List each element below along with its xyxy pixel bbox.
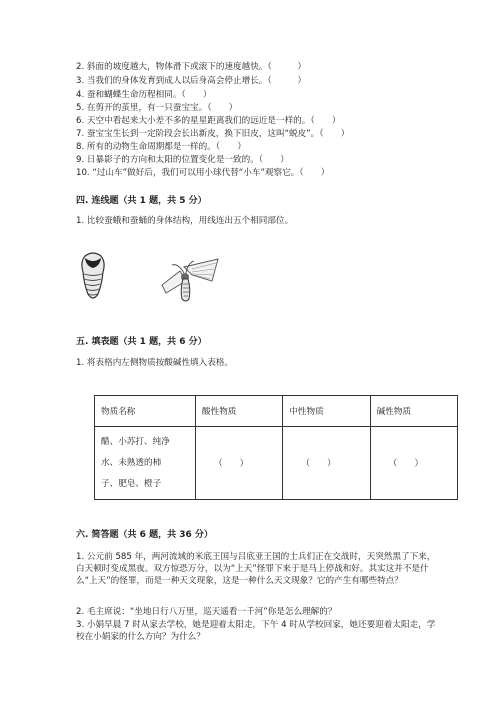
section-4-title: 四. 连线题（共 1 题，共 5 分） (76, 196, 207, 206)
acidity-table (94, 395, 458, 500)
section-4-question-1: 1. 比较蚕蛾和蚕蛹的身体结构，用线连出五个相同部位。 (76, 216, 294, 226)
table-header-cell: 碱性物质 (370, 396, 457, 427)
judgement-item-3: 3. 当我们的身体发育到成人以后身高会停止增长。（ ） (76, 76, 307, 86)
judgement-item-2: 2. 斜面的坡度越大，物体滑下或滚下的速度越快。（ ） (76, 62, 307, 72)
silkworm-moth-figure (158, 255, 222, 303)
section-6-question-3: 3. 小娟早晨 7 时从家去学校，她是迎着太阳走，下午 4 时从学校回家，她还要迎着太阳走，学校在小娟家的什么方向？为什么？ (76, 620, 436, 642)
silkworm-pupa-figure (76, 250, 110, 304)
section-6-title: 六. 简答题（共 6 题，共 36 分） (76, 530, 213, 540)
judgement-item-7: 7. 蚕宝宝生长到一定阶段会长出新皮，换下旧皮，这叫“蜕皮”。（ ） (76, 129, 350, 139)
judgement-item-10: 10. “过山车”做好后，我们可以用小球代替“小车”观察它。（ ） (76, 168, 330, 178)
substance-names-cell (95, 427, 196, 500)
section-6-question-2: 2. 毛主席说：“坐地日行八万里，巡天遥看一千河”你是怎么理解的？ (76, 607, 337, 617)
judgement-item-5: 5. 在剪开的茧里，有一只蚕宝宝。（ ） (76, 103, 238, 113)
section-5-title: 五. 填表题（共 1 题，共 6 分） (76, 337, 207, 347)
table-header-row (95, 396, 458, 427)
judgement-item-8: 8. 所有的动物生命周期都是一样的。（ ） (76, 142, 246, 152)
table-header-cell: 物质名称 (95, 396, 196, 427)
substance-line: 子、肥皂、橙子 (101, 478, 162, 489)
table-row (95, 427, 458, 500)
table-header-cell: 中性物质 (283, 396, 370, 427)
neutral-answer-blank[interactable]: （ ） (283, 427, 370, 500)
judgement-item-9: 9. 日暴影子的方向和太阳的位置变化是一致的。（ ） (76, 155, 289, 165)
substance-line: 醋、小苏打、纯净 (101, 436, 170, 447)
section-5-question-1: 1. 将表格内左侧物质按酸碱性填入表格。 (76, 358, 234, 368)
substance-line: 水、未熟透的柿 (101, 457, 162, 468)
judgement-item-4: 4. 蚕和蝴蝶生命历程相同。（ ） (76, 90, 212, 100)
judgement-item-6: 6. 天空中看起来大小差不多的星星距离我们的远近是一样的。（ ） (76, 116, 341, 126)
alkaline-answer-blank[interactable]: （ ） (370, 427, 457, 500)
section-6-question-1: 1. 公元前 585 年，两河流域的米底王国与吕底亚王国的士兵们正在交战时，天突然黑了下来，白天顿时变成黑夜。双方惊恐万分，以为“上天”怪罪下来于是马上停战和好。其实这并不是什么“上天”的怪罪，而是一种天文现象，这是一种什么天文现象？它的产生有哪些特点？ (76, 552, 436, 586)
acidic-answer-blank[interactable]: （ ） (196, 427, 283, 500)
table-header-cell: 酸性物质 (196, 396, 283, 427)
